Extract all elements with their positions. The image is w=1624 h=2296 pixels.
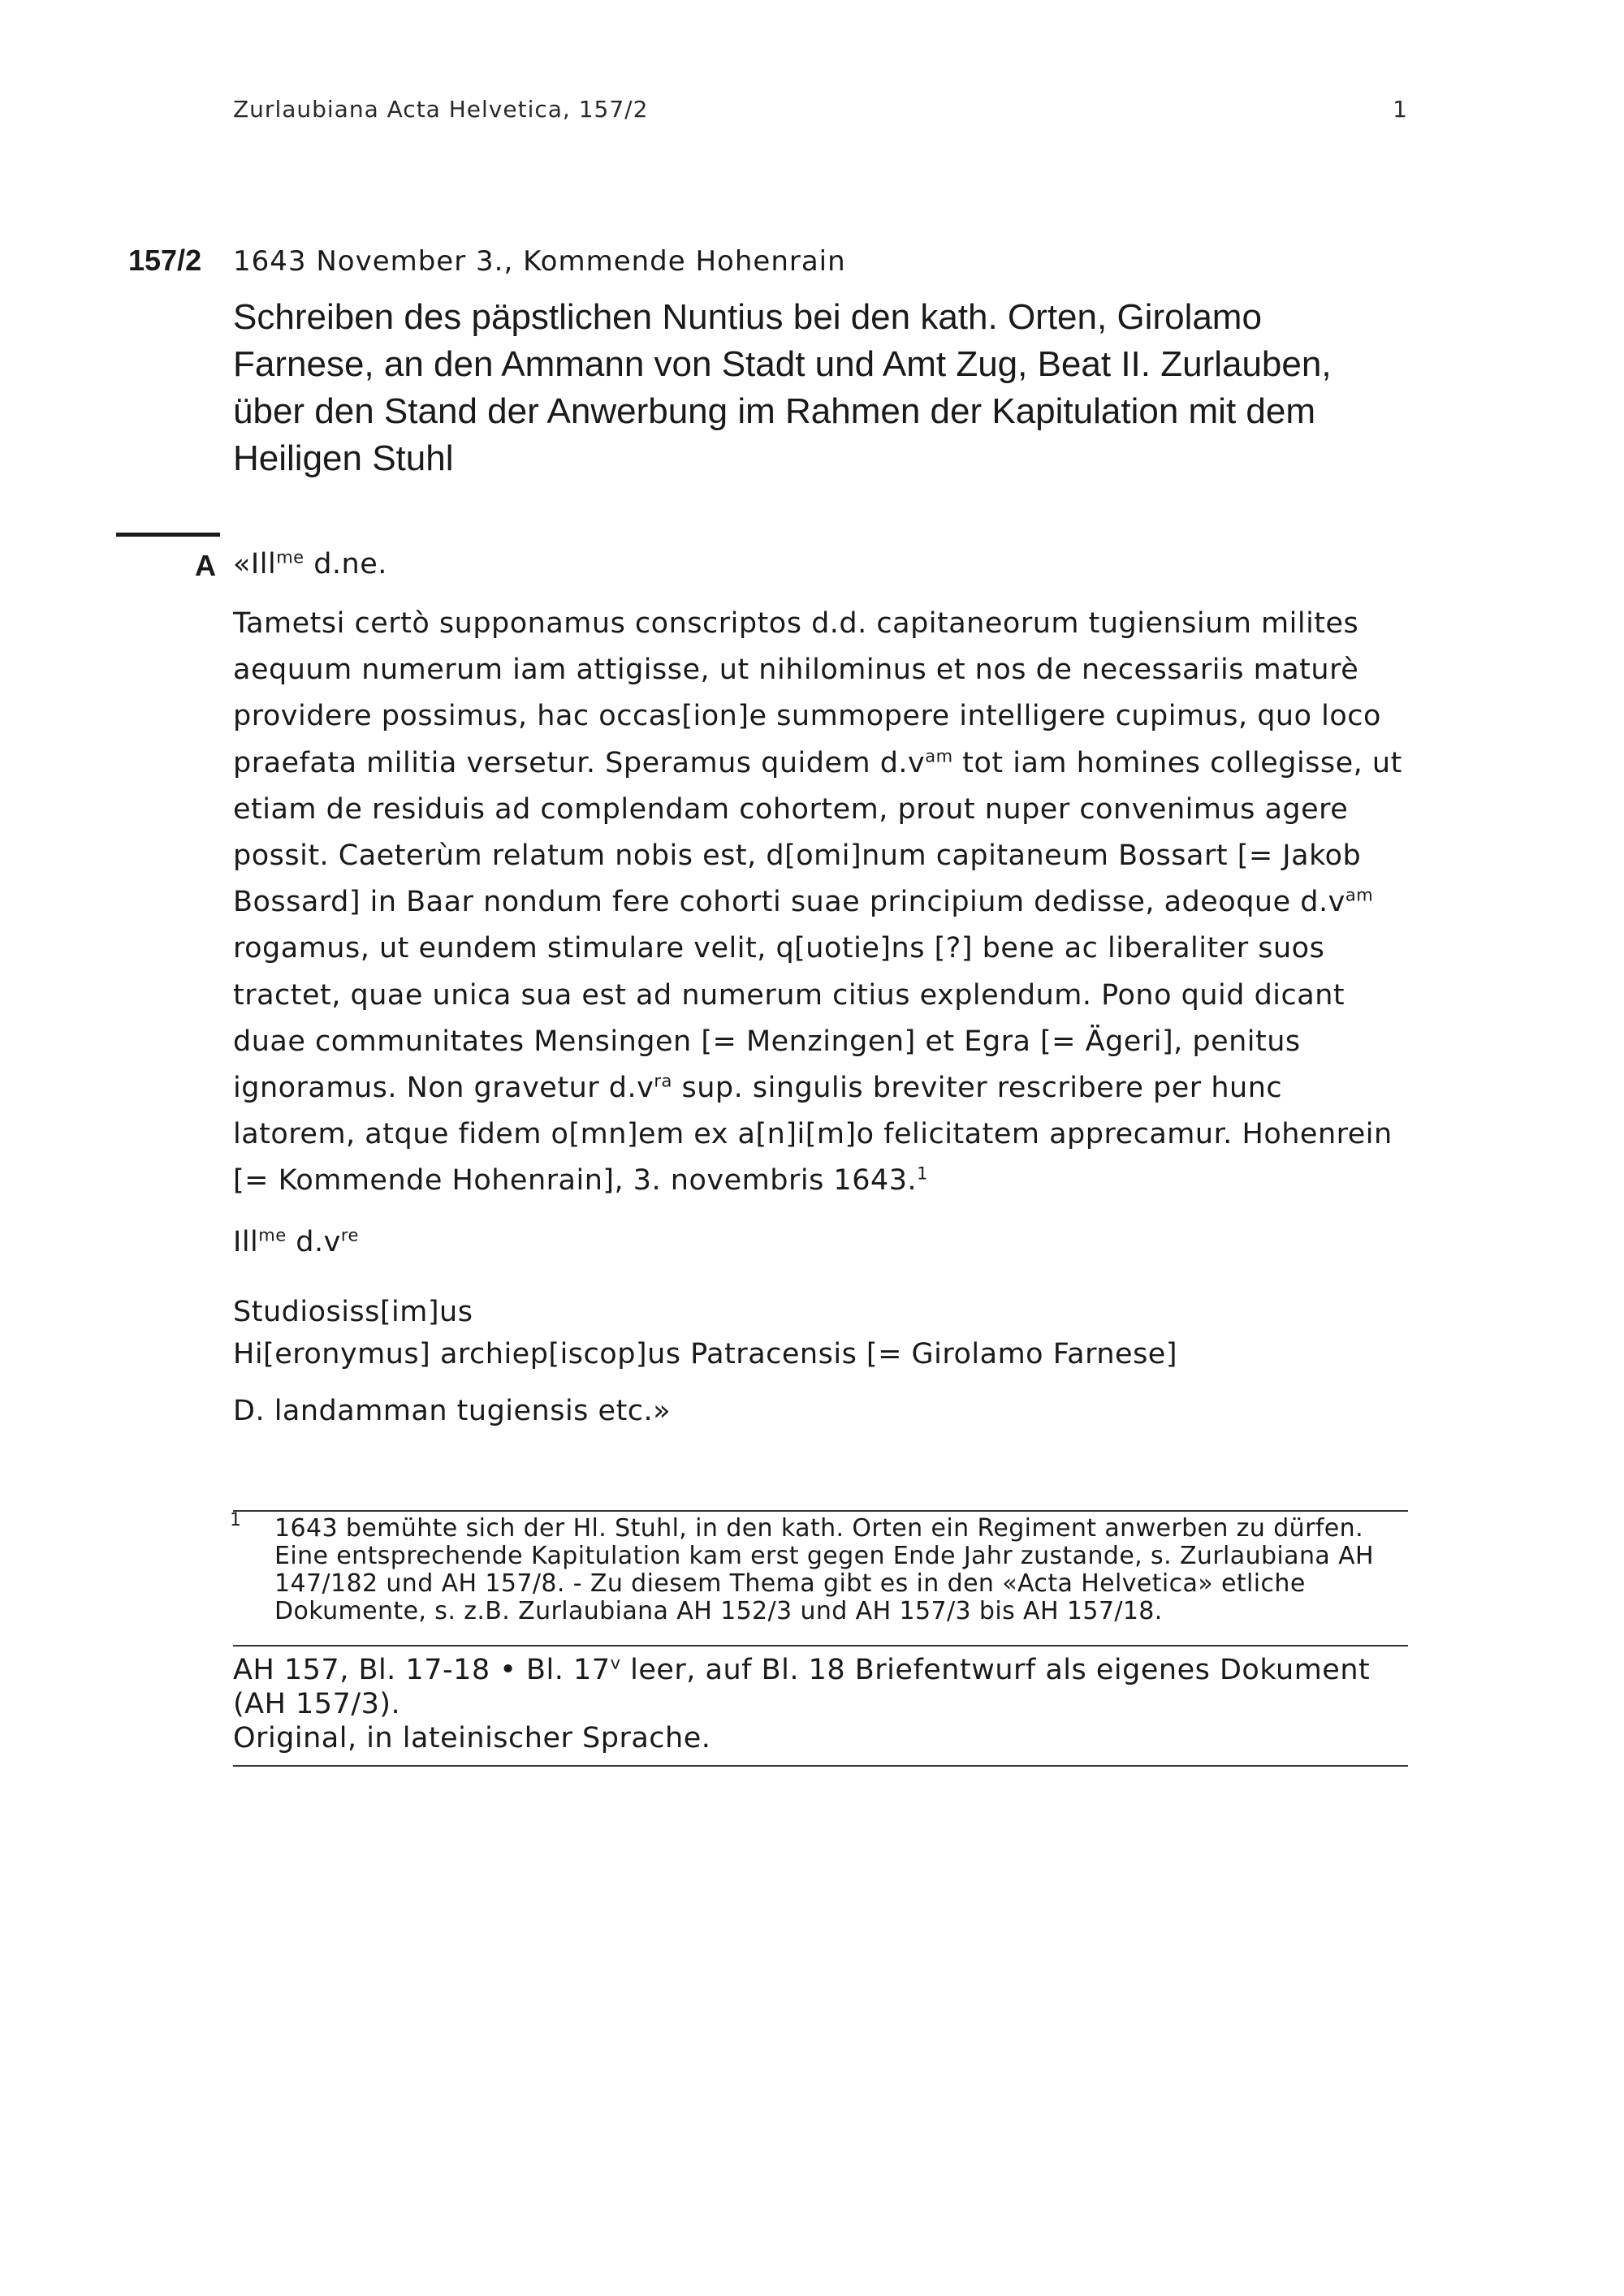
source-note [233,1653,1410,1755]
body-superscript-3: ra [654,1071,672,1091]
signature-block [233,1291,1410,1375]
document-date-place: 1643 November 3., Kommende Hohenrain [233,245,846,278]
letter-body [233,601,1410,1205]
body-text-3: rogamus, ut eundem stimulare velit, q[uotie]ns [?] bene ac liberaliter suos tractet, quae unica sua est ad numerum citius explendum. Pono quid dicant duae communitates Mensingen [= Menzingen] et Egra [= Ägeri], penitus ignoramus. Non gravetur d.v [233,932,1345,1105]
section-letter: A [195,549,216,582]
body-text-2: tot iam homines collegisse, ut etiam de residuis ad complendam cohortem, prout nuper convenimus agere possit. Caeterùm relatum nobis est, d[omi]num capitaneum Bossart [= Jakob Bossard] in Baar nondum fere cohorti suae principium dedisse, adeoque d.v [233,746,1402,919]
page-number: 1 [1393,96,1408,123]
source-superscript: v [610,1653,621,1673]
salutation-text: «Ill [233,548,277,580]
footnote-rule [233,1510,1408,1512]
source-rule-top [233,1645,1408,1646]
salutation-text-end: d.ne. [304,548,387,580]
closing-superscript-1: me [258,1225,287,1245]
closing-formula [233,1226,1410,1258]
footnote-reference[interactable]: 1 [917,1163,929,1184]
footnote-marker: 1 [230,1510,241,1530]
closing-text-mid: d.v [286,1226,341,1258]
source-line-1 [233,1653,1410,1721]
source-rule-bottom [233,1765,1408,1767]
salutation [233,548,1410,580]
source-line-2: Original, in lateinischer Sprache. [233,1722,711,1754]
header-title: Zurlaubiana Acta Helvetica, 157/2 [233,96,649,123]
body-text-4: sup. singulis breviter rescribere per hunc latorem, atque fidem o[mn]em ex a[n]i[m]o felicitatem apprecamur. Hohenrein [= Kommende Hohenrain], 3. novembris 1643. [233,1072,1393,1198]
section-separator [116,533,220,537]
signature-line-2: Hi[eronymus] archiep[iscop]us Patracensis [= Girolamo Farnese] [233,1338,1177,1370]
body-superscript-1: am [925,745,953,766]
running-header [233,96,1408,123]
source-text-1: AH 157, Bl. 17-18 • Bl. 17 [233,1654,611,1686]
footnote-text: 1643 bemühte sich der Hl. Stuhl, in den kath. Orten ein Regiment anwerben zu dürfen. Eine entsprechende Kapitulation kam erst gegen Ende Jahr zustande, s. Zurlaubiana AH 147/182 und AH 157/8. - Zu diesem Thema gibt es in den «Acta Helvetica» etliche Dokumente, s. z.B. Zurlaubiana AH 152/3 und AH 157/3 bis AH 157/18. [274,1514,1374,1625]
body-superscript-2: am [1345,885,1374,905]
signature-line-1: Studiosiss[im]us [233,1296,473,1328]
salutation-superscript: me [276,547,304,568]
body-text-1: Tametsi certò supponamus conscriptos d.d. capitaneorum tugiensium milites aequum numerum iam attigisse, ut nihilominus et nos de necessariis maturè providere possimus, hac occas[ion]e summopere intelligere cupimus, quo loco praefata militia versetur. Speramus quidem d.v [233,607,1381,779]
closing-superscript-2: re [340,1225,359,1245]
source-text-2: leer, auf Bl. 18 Briefentwurf als eigenes Dokument (AH 157/3). [233,1654,1371,1720]
address-line: D. landamman tugiensis etc.» [233,1395,672,1427]
document-number: 157/2 [128,244,202,277]
closing-text: Ill [233,1226,259,1258]
document-title: Schreiben des päpstlichen Nuntius bei den kath. Orten, Girolamo Farnese, an den Ammann von Stadt und Amt Zug, Beat II. Zurlauben, über den Stand der Anwerbung im Rahmen der Kapitulation mit dem Heiligen Stuhl [233,297,1332,478]
